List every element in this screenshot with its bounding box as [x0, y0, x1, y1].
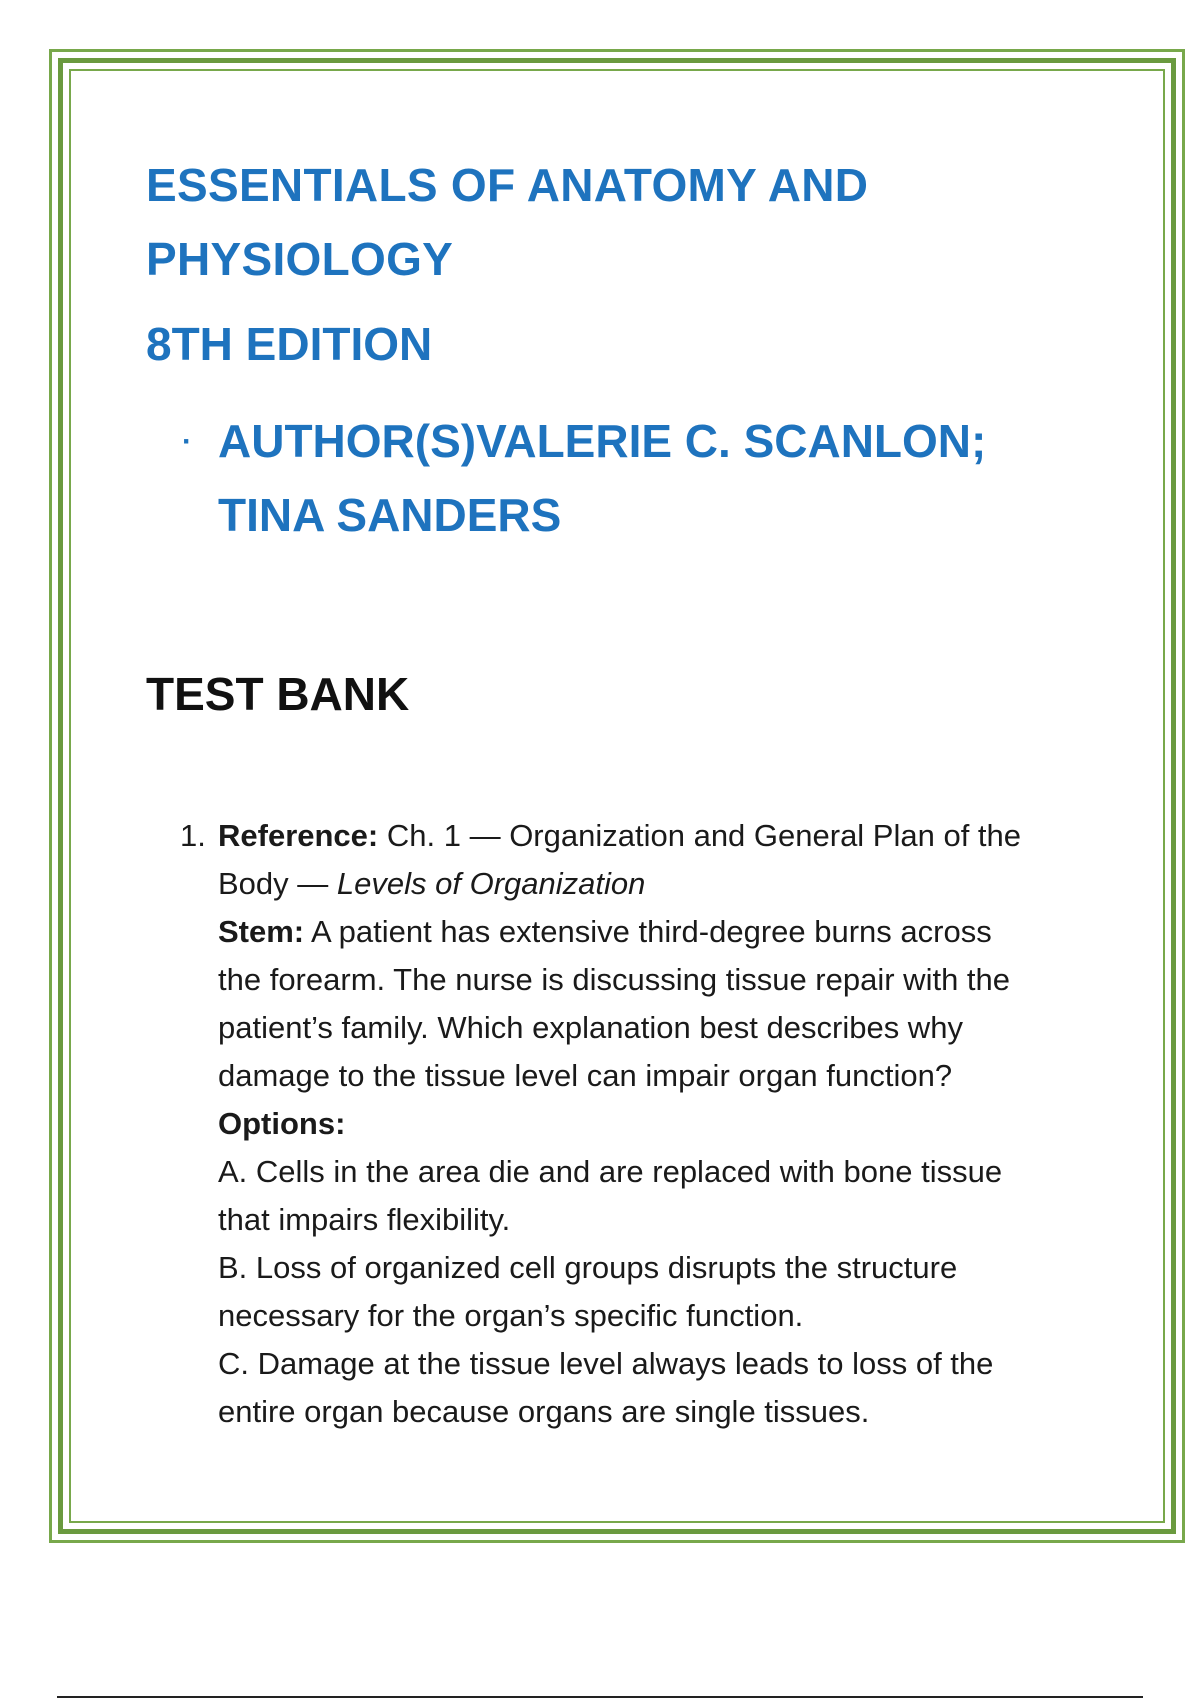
book-title-line-2: PHYSIOLOGY — [146, 233, 454, 285]
option-c-line-2: entire organ because organs are single tissues. — [218, 1394, 870, 1429]
reference-line-2 — [218, 860, 1080, 908]
option-c-line-1: C. Damage at the tissue level always leads to loss of the — [218, 1346, 994, 1381]
stem-text-1: A patient has extensive third-degree burns across — [311, 914, 992, 949]
option-a-line-2: that impairs flexibility. — [218, 1202, 511, 1237]
option-b-line-1: B. Loss of organized cell groups disrupts the structure — [218, 1250, 958, 1285]
question-item — [180, 812, 1080, 1436]
stem-line-3: patient’s family. Which explanation best describes why — [218, 1010, 963, 1045]
question-number: 1. — [180, 818, 206, 853]
author-line — [218, 404, 1078, 552]
option-b-line-2: necessary for the organ’s specific function. — [218, 1298, 804, 1333]
author-bullet-icon: · — [182, 425, 192, 458]
reference-topic: Levels of Organization — [336, 866, 646, 901]
stem-label: Stem: — [218, 914, 305, 949]
reference-text: Ch. 1 — Organization and General Plan of the — [386, 818, 1022, 853]
section-heading: TEST BANK — [146, 668, 410, 720]
reference-line — [218, 812, 1080, 860]
reference-label: Reference: — [218, 818, 379, 853]
stem-line-2: the forearm. The nurse is discussing tissue repair with the — [218, 962, 1011, 997]
stem-line-1 — [218, 908, 1080, 956]
author-line-1: AUTHOR(S)VALERIE C. SCANLON; — [218, 415, 987, 467]
book-title — [146, 148, 1046, 296]
reference-text-2: Body — — [218, 866, 337, 901]
options-label: Options: — [218, 1106, 346, 1141]
author-line-2: TINA SANDERS — [218, 489, 562, 541]
stem-line-4: damage to the tissue level can impair organ function? — [218, 1058, 953, 1093]
option-a-line-1: A. Cells in the area die and are replaced with bone tissue — [218, 1154, 1003, 1189]
book-title-line-1: ESSENTIALS OF ANATOMY AND — [146, 159, 869, 211]
footer-divider — [57, 1696, 1143, 1698]
edition-label: 8TH EDITION — [146, 318, 433, 370]
question-body — [218, 812, 1080, 1436]
